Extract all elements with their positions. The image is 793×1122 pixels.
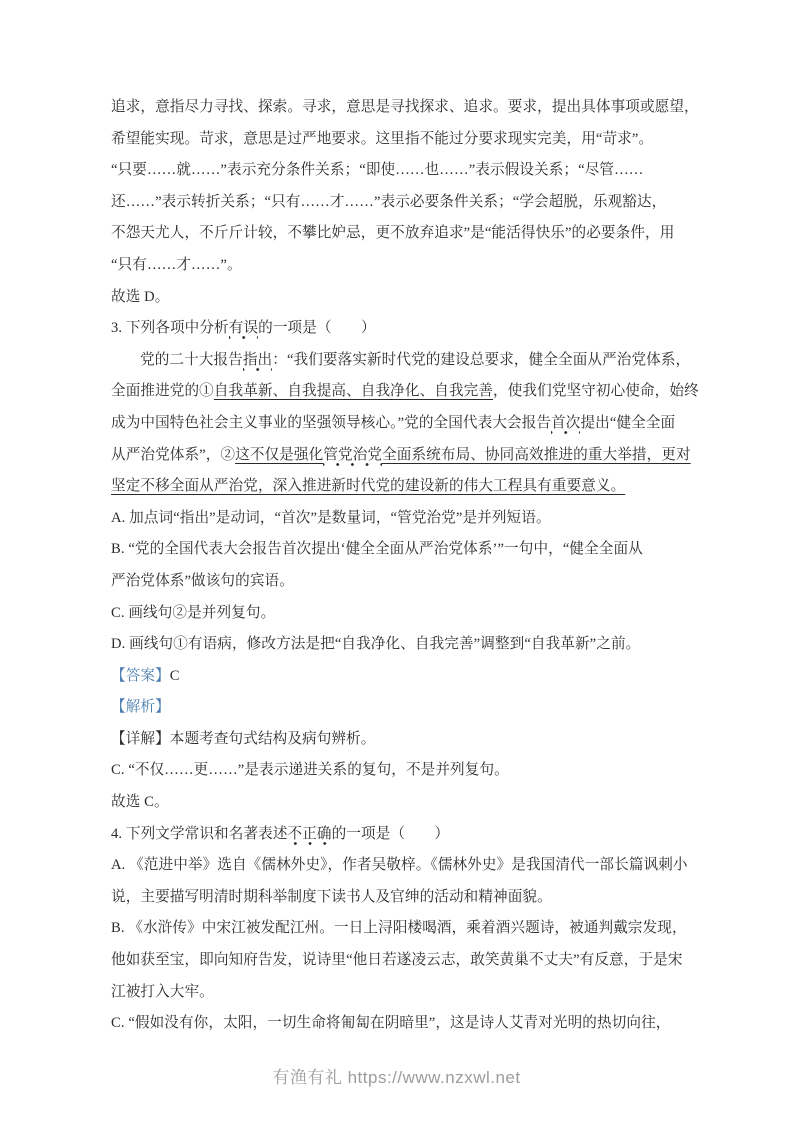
answer-line [111,661,711,693]
line-text: 严治党体系”做该句的宾语。 [111,572,294,589]
analysis-label-line [111,692,711,724]
line-text: 4. 下列文学常识和名著表述 [111,825,288,842]
dotted-emphasis-text: 有误 [229,320,258,340]
line-text: B. “党的全国代表大会报告首次提出‘健全全面从严治党体系’”一句中，“健全全面从 [111,541,643,558]
line-text: B. 《水浒传》中宋江被发配江州。一日上浔阳楼喝酒，乘着酒兴题诗，被通判戴宗发现， [111,920,687,937]
question-3-passage-line [111,345,711,377]
question-3-option-d [111,629,711,661]
line-text: 他如获至宝，即向知府告发，说诗里“他日若遂凌云志，敢笑黄巢不丈夫”有反意，于是宋 [111,952,683,969]
watermark-text: 有渔有礼 https://www.nzxwl.net [272,1068,521,1087]
line-text: D. 画线句①有语病，修改方法是把“自我净化、自我完善”调整到“自我革新”之前。 [111,636,641,653]
line-text: 说，主要描写明清时期科举制度下读书人及官绅的活动和精神面貌。 [111,888,552,905]
line-text: 不怨天尤人，不斤斤计较，不攀比妒忌，更不放弃追求”是“能活得快乐”的必要条件，用 [111,225,675,242]
line-text: 【详解】本题考查句式结构及病句辨析。 [111,730,376,747]
answer-value: C [169,667,180,684]
line-text: “只有……才……”。 [111,256,242,273]
line-text: 3. 下列各项中分析 [111,320,229,337]
page-footer [0,1063,793,1088]
question-3-option-a [111,503,711,535]
explanation-line [111,187,711,219]
question-4-option-b-wrap [111,977,711,1009]
line-text: 还……”表示转折关系；“只有……才……”表示必要条件关系；“学会超脱，乐观豁达， [111,193,667,210]
line-text: “只要……就……”表示充分条件关系；“即使……也……”表示假设关系；“尽管…… [111,162,644,179]
question-4-option-b-wrap [111,945,711,977]
line-text: A. 加点词“指出”是动词，“首次”是数量词，“管党治党”是并列短语。 [111,509,551,526]
line-text: 追求，意指尽力寻找、探索。寻求，意思是寻找探求、追求。要求，提出具体事项或愿望， [111,99,699,115]
line-text: C. 画线句②是并列复句。 [111,604,276,621]
underlined-text: 坚定不移全面从严治党，深入推进新时代党的建设新的伟大工程具有重要意义。 [111,478,626,495]
question-3-passage-line [111,440,711,472]
dotted-emphasis-text: 管党治党 [323,447,382,467]
document-body [111,92,711,1040]
question-3-option-b-wrap [111,566,711,598]
analysis-line [111,755,711,787]
line-text: C. “不仅……更……”是表示递进关系的复句，不是并列复句。 [111,762,509,779]
line-text: A. 《范进中举》选自《儒林外史》，作者吴敬梓。《儒林外史》是我国清代一部长篇讽刺小 [111,857,688,874]
line-text: 希望能实现。苛求，意思是过严地要求。这里指不能过分要求现实完美，用“苛求”。 [111,130,654,147]
question-4-stem [111,819,711,851]
line-text: 故选 D。 [111,288,170,305]
explanation-line [111,250,711,282]
question-3-option-b [111,534,711,566]
line-text: 成为中国特色社会主义事业的坚强领导核心。”党的全国代表大会报告 [111,414,552,431]
question-3-passage-line [111,376,711,408]
underlined-text: 全面系统布局、协同高效推进的重大举措，更对 [382,446,691,463]
underlined-text: 自我革新、自我提高、自我净化、自我完善 [213,383,494,400]
explanation-line [111,124,711,156]
dotted-emphasis-text: 不正确 [288,826,332,846]
analysis-label: 【解析】 [111,699,170,716]
explanation-line [111,155,711,187]
question-3-stem [111,313,711,345]
line-text: 全面推进党的① [111,383,214,400]
underlined-text: 这不仅是强化 [235,446,324,463]
conclusion-line [111,787,711,819]
dotted-emphasis-text: 首次 [551,415,580,435]
line-text: 的一项是（ ） [258,320,376,337]
question-3-passage-line [111,471,711,503]
line-text: 江被打入大牢。 [111,983,214,1000]
question-4-option-c [111,1008,711,1040]
line-text: C. “假如没有你，太阳，一切生命将匍匐在阴暗里”，这是诗人艾青对光明的热切向往， [111,1015,671,1032]
question-4-option-a-wrap [111,882,711,914]
line-text: 从严治党体系”，② [111,446,236,463]
line-text: 提出“健全全面 [580,414,676,431]
question-3-passage-line [111,408,711,440]
answer-label: 【答案】 [111,667,170,684]
question-3-option-c [111,598,711,630]
detail-explanation-line [111,724,711,756]
line-text: ，使我们党坚守初心使命，始终 [493,383,699,400]
explanation-line [111,92,711,124]
question-4-option-b [111,913,711,945]
line-text: 故选 C。 [111,794,169,811]
explanation-line [111,218,711,250]
line-text: 党的二十大报告 [140,351,243,368]
line-text: 的一项是（ ） [331,825,450,842]
question-4-option-a [111,850,711,882]
line-text: ：“我们要落实新时代党的建设总要求，健全全面从严治党体系， [272,351,691,368]
conclusion-line [111,282,711,314]
dotted-emphasis-text: 指出 [243,352,272,372]
